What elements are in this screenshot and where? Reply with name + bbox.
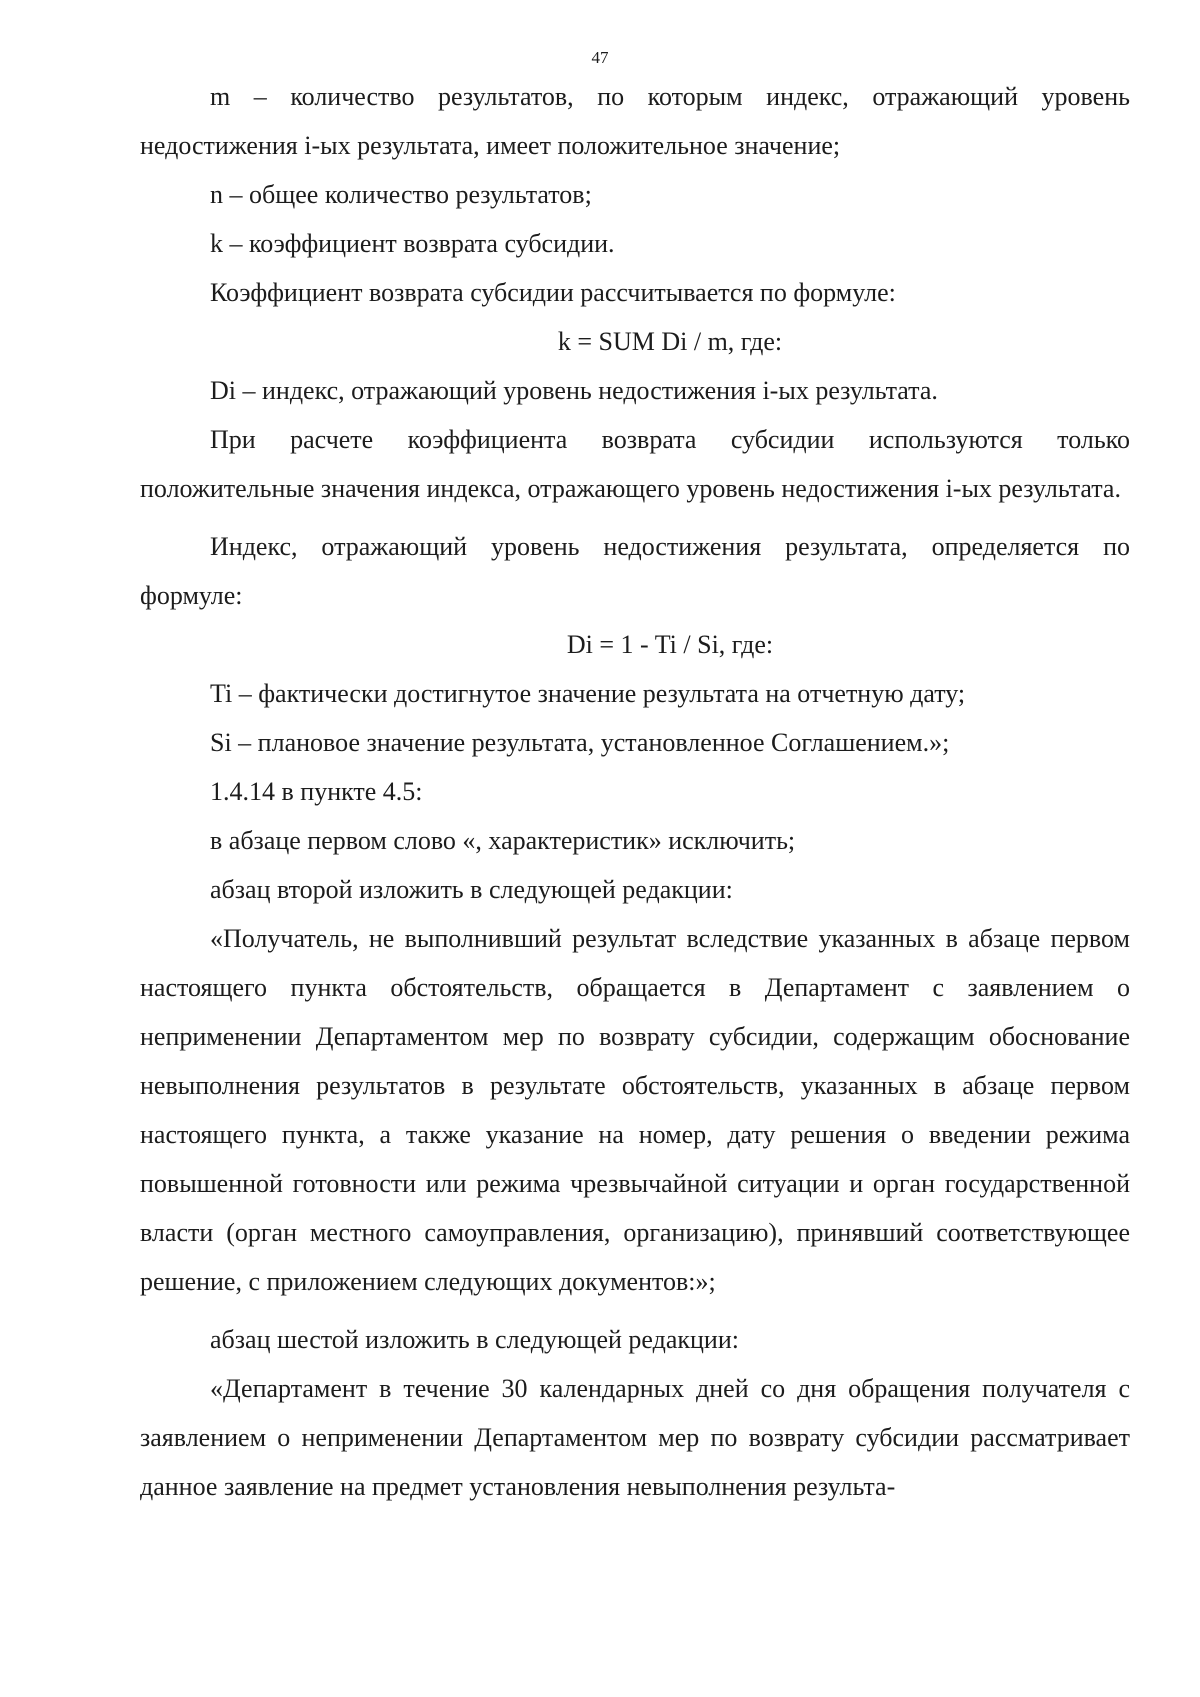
paragraph-si-definition: Si – плановое значение результата, установленное Соглашением.»; <box>210 728 950 757</box>
paragraph-k-definition: k – коэффициент возврата субсидии. <box>210 229 615 258</box>
paragraph-second-abzac-intro: абзац второй изложить в следующей редакции: <box>210 875 733 904</box>
formula-di: Di = 1 - Ti / Si, где: <box>566 630 774 659</box>
paragraph-m-definition: m – количество результатов, по которым индекс, отражающий уровень недостижения i-ых результата, имеет положительное значение; <box>140 82 1130 160</box>
paragraph-di-definition: Di – индекс, отражающий уровень недостижения i-ых результата. <box>210 376 938 405</box>
paragraph-ti-definition: Ti – фактически достигнутое значение результата на отчетную дату; <box>210 679 966 708</box>
document-body <box>140 72 1130 1511</box>
paragraph-positive-values: При расчете коэффициента возврата субсидии используются только положительные значения индекса, отражающего уровень недостижения i-ых результата. <box>140 425 1130 503</box>
paragraph-clause-1-4-14: 1.4.14 в пункте 4.5: <box>210 777 423 806</box>
paragraph-n-definition: n – общее количество результатов; <box>210 180 592 209</box>
paragraph-index-formula-intro: Индекс, отражающий уровень недостижения результата, определяется по формуле: <box>140 532 1130 610</box>
paragraph-k-formula-intro: Коэффициент возврата субсидии рассчитывается по формуле: <box>210 278 896 307</box>
formula-k: k = SUM Di / m, где: <box>557 327 783 356</box>
paragraph-first-abzac: в абзаце первом слово «, характеристик» исключить; <box>210 826 796 855</box>
paragraph-sixth-abzac-intro: абзац шестой изложить в следующей редакции: <box>210 1325 739 1354</box>
paragraph-department-quote: «Департамент в течение 30 календарных дней со дня обращения получателя с заявлением о неприменении Департаментом мер по возврату субсидии рассматривает данное заявление на предмет установления невыполнения результа- <box>140 1374 1130 1501</box>
page-number: 47 <box>591 48 609 67</box>
paragraph-recipient-quote: «Получатель, не выполнивший результат вследствие указанных в абзаце первом настоящего пункта обстоятельств, обращается в Департамент с заявлением о неприменении Департаментом мер по возврату субсидии, содержащим обоснование невыполнения результатов в результате обстоятельств, указанных в абзаце первом настоящего пункта, а также указание на номер, дату решения о введении режима повышенной готовности или режима чрезвычайной ситуации и орган государственной власти (орган местного самоуправления, организацию), принявший соответствующее решение, с приложением следующих документов:»; <box>140 924 1130 1296</box>
